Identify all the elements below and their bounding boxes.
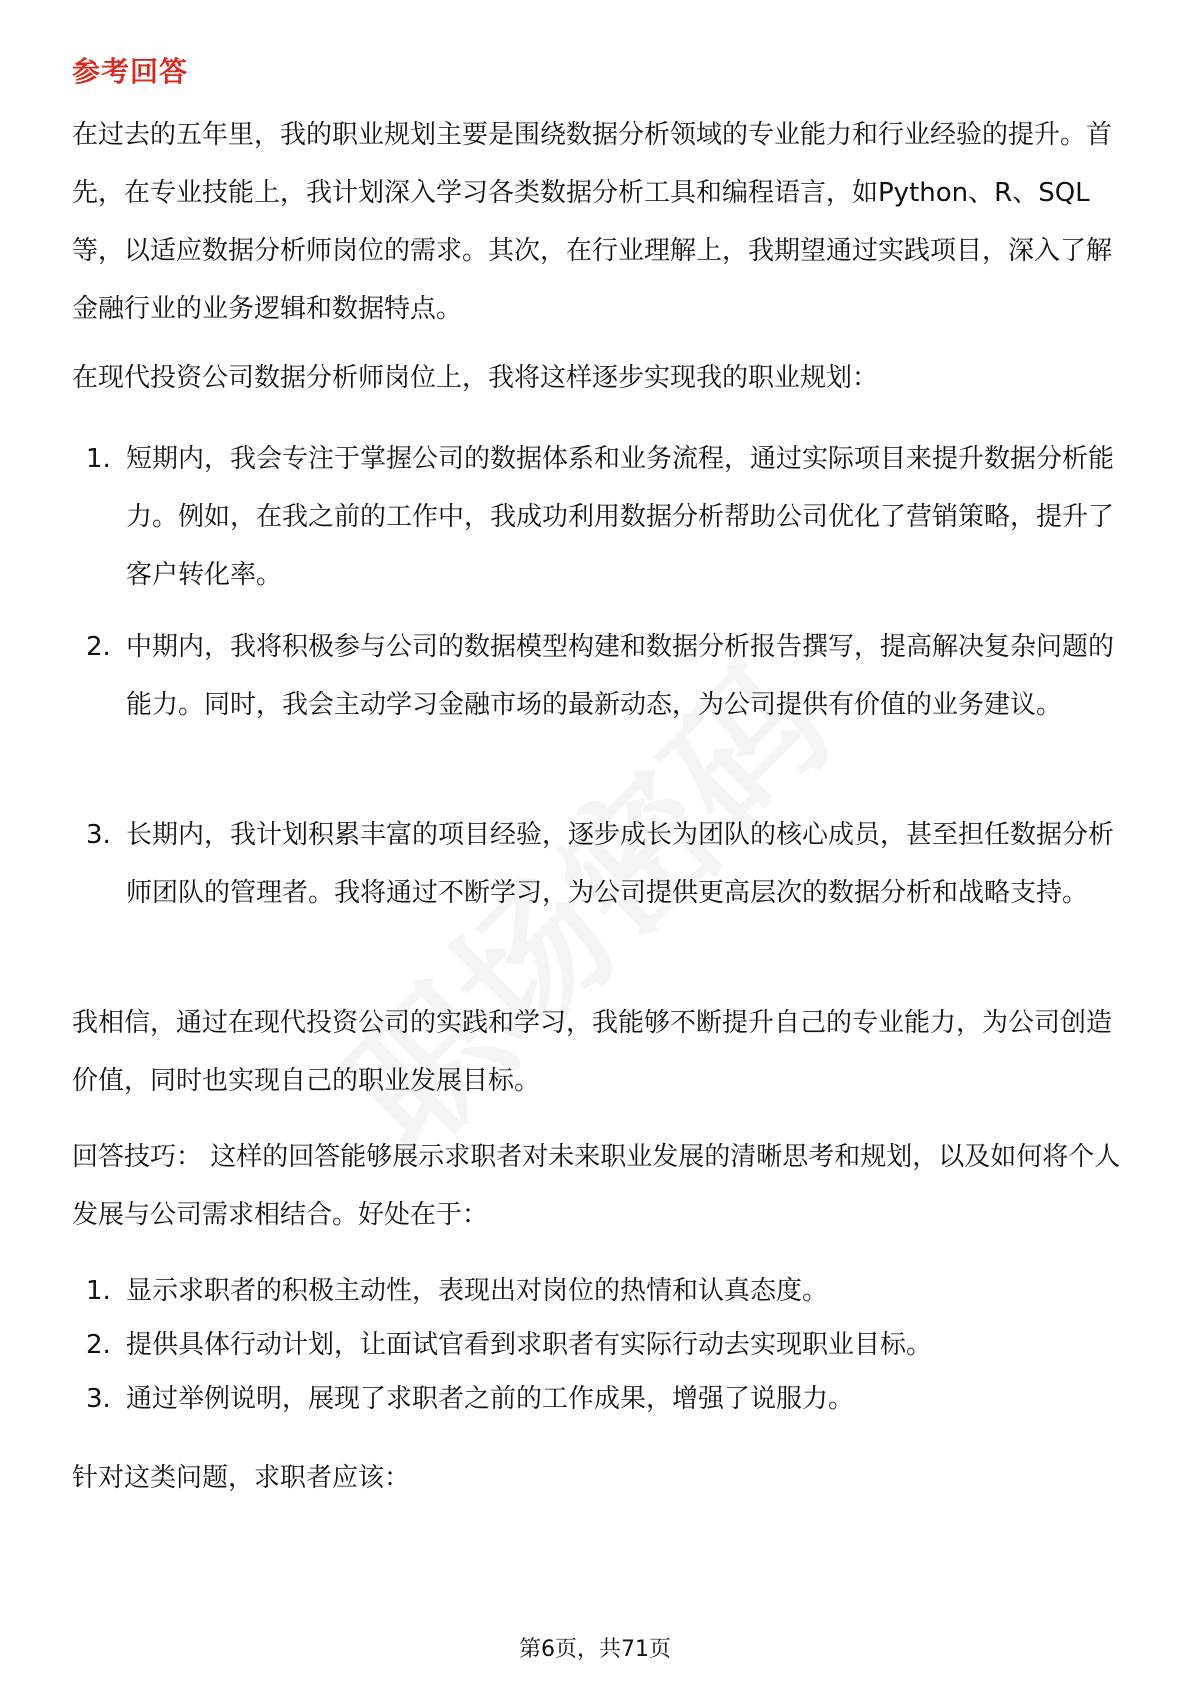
list-number: 1. [86, 444, 111, 474]
list-text: 提供具体行动计划，让面试官看到求职者有实际行动去实现职业目标。 [126, 1330, 933, 1360]
list-text: 通过举例说明，展现了求职者之前的工作成果，增强了说服力。 [126, 1384, 855, 1414]
section-heading: 参考回答 [72, 55, 189, 88]
closing-paragraph: 针对这类问题，求职者应该： [72, 1463, 411, 1493]
plan-intro-paragraph: 在现代投资公司数据分析师岗位上，我将这样逐步实现我的职业规划： [72, 363, 879, 393]
list-text: 长期内，我计划积累丰富的项目经验，逐步成长为团队的核心成员，甚至担任数据分析师团队的管理者。我将通过不断学习，为公司提供更高层次的数据分析和战略支持。 [126, 820, 1115, 908]
list-text: 中期内，我将积极参与公司的数据模型构建和数据分析报告撰写，提高解决复杂问题的能力。同时，我会主动学习金融市场的最新动态，为公司提供有价值的业务建议。 [126, 632, 1115, 720]
page-number: 第6页，共71页 [519, 1637, 671, 1662]
list-number: 2. [86, 1330, 111, 1360]
list-number: 3. [86, 820, 111, 850]
list-number: 1. [86, 1276, 111, 1306]
list-number: 3. [86, 1384, 111, 1414]
conclusion-paragraph: 我相信，通过在现代投资公司的实践和学习，我能够不断提升自己的专业能力，为公司创造价值，同时也实现自己的职业发展目标。 [72, 1008, 1113, 1096]
list-number: 2. [86, 632, 111, 662]
intro-paragraph: 在过去的五年里，我的职业规划主要是围绕数据分析领域的专业能力和行业经验的提升。首先，在专业技能上，我计划深入学习各类数据分析工具和编程语言，如Python、R、SQL等，以适应数据分析师岗位的需求。其次，在行业理解上，我期望通过实践项目，深入了解金融行业的业务逻辑和数据特点。 [72, 120, 1113, 324]
tips-paragraph: 回答技巧： 这样的回答能够展示求职者对未来职业发展的清晰思考和规划，以及如何将个人发展与公司需求相结合。好处在于： [72, 1142, 1121, 1230]
list-text: 显示求职者的积极主动性，表现出对岗位的热情和认真态度。 [126, 1276, 829, 1306]
list-text: 短期内，我会专注于掌握公司的数据体系和业务流程，通过实际项目来提升数据分析能力。例如，在我之前的工作中，我成功利用数据分析帮助公司优化了营销策略，提升了客户转化率。 [126, 444, 1115, 590]
